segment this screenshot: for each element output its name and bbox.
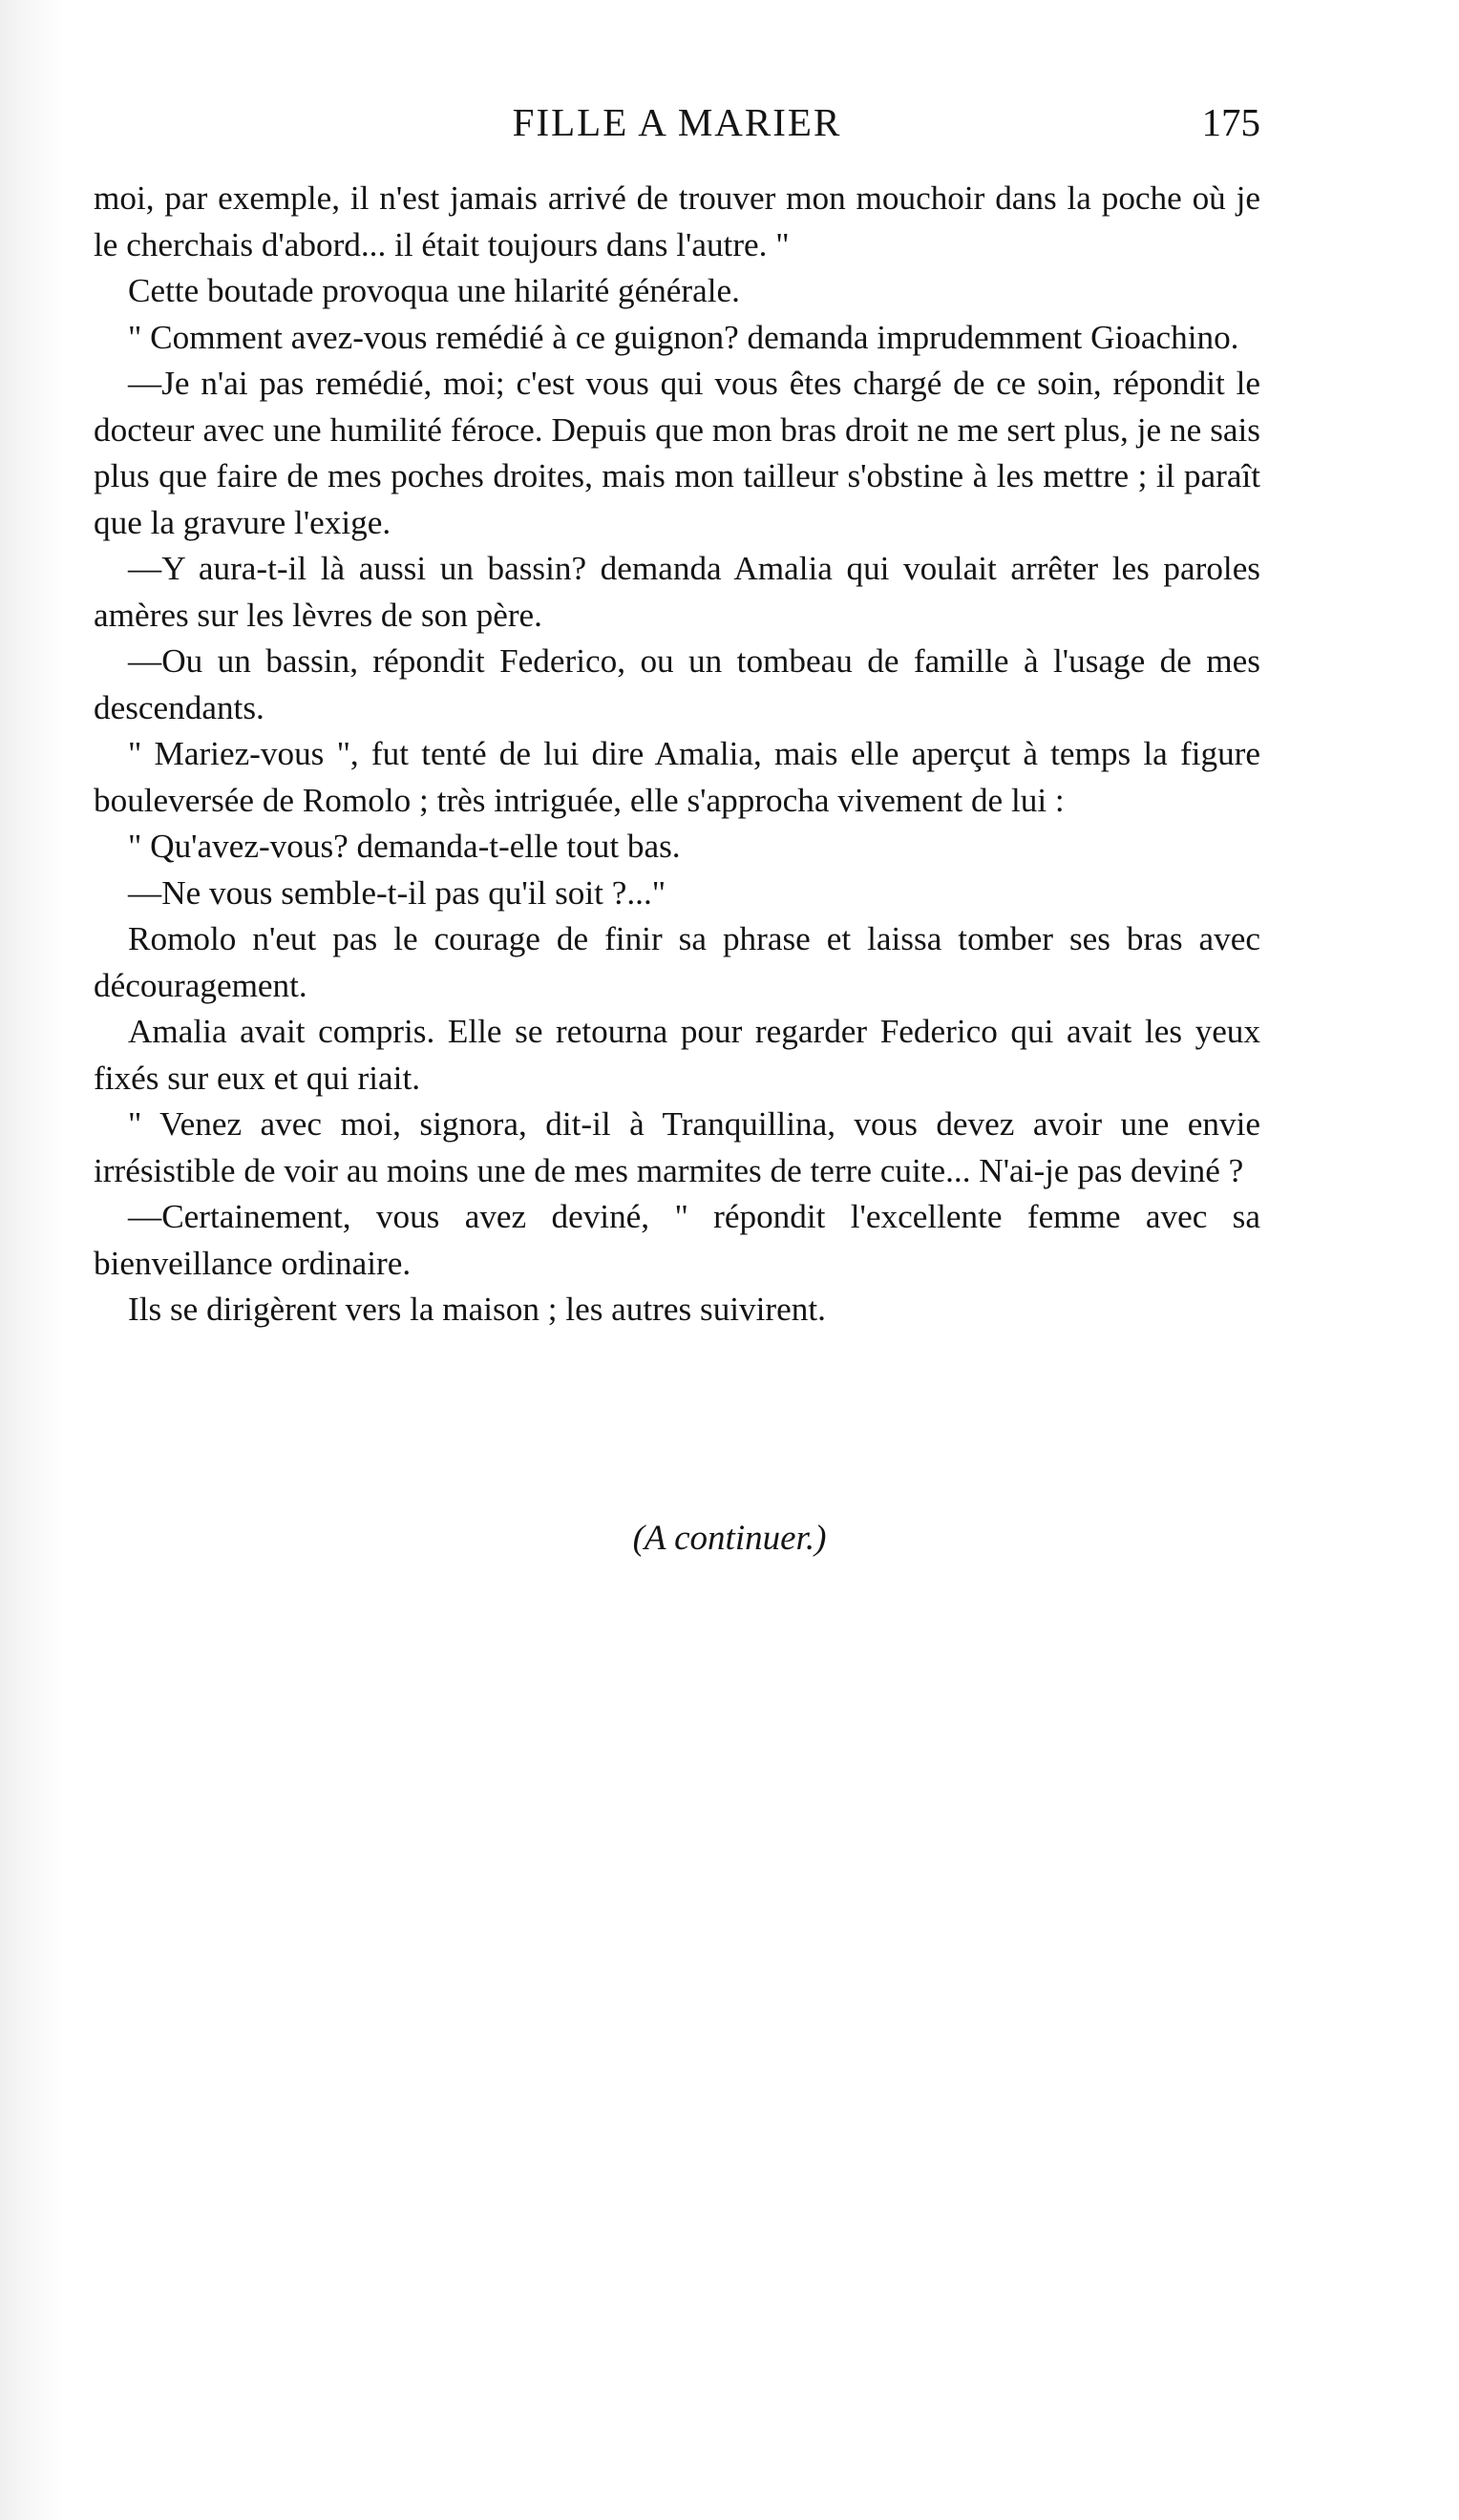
page-number: 175: [1201, 100, 1260, 144]
paragraph-7: " Mariez-vous ", fut tenté de lui dire Amalia, mais elle aperçut à temps la figure bouleversée de Romolo ; très intriguée, elle s'approcha vivement de lui :: [94, 735, 1260, 819]
paragraph-13: —Certainement, vous avez deviné, " répondit l'excellente femme avec sa bienveillance ordinaire.: [94, 1198, 1260, 1282]
paragraph-3: " Comment avez-vous remédié à ce guignon? demanda imprudemment Gioachino.: [128, 318, 1239, 356]
paragraph-8: " Qu'avez-vous? demanda-t-elle tout bas.: [128, 828, 681, 865]
paragraph-9: —Ne vous semble-t-il pas qu'il soit ?...": [128, 873, 666, 912]
paragraph-5: —Y aura-t-il là aussi un bassin? demanda Amalia qui voulait arrêter les paroles amères sur les lèvres de son père.: [94, 550, 1260, 634]
page-edge-shadow: [0, 0, 67, 2520]
paragraph-2: Cette boutade provoqua une hilarité générale.: [128, 272, 740, 309]
continuation-note: (A continuer.): [632, 1519, 827, 1558]
paragraph-4: —Je n'ai pas remédié, moi; c'est vous qui vous êtes chargé de ce soin, répondit le docteur avec une humilité féroce. Depuis que mon bras droit ne me sert plus, je ne sais plus que faire de mes poches droites, mais mon tailleur s'obstine à les mettre ; il paraît que la gravure l'exige.: [94, 365, 1260, 541]
paragraph-6: —Ou un bassin, répondit Federico, ou un tombeau de famille à l'usage de mes descendants.: [94, 642, 1260, 726]
running-title: FILLE A MARIER: [512, 100, 842, 144]
running-head: [94, 99, 1260, 157]
paragraph-12: " Venez avec moi, signora, dit-il à Tranquillina, vous devez avoir une envie irrésistible de voir au moins une de mes marmites de terre cuite... N'ai-je pas deviné ?: [94, 1105, 1260, 1189]
paragraph-1: moi, par exemple, il n'est jamais arrivé de trouver mon mouchoir dans la poche où je le cherchais d'abord... il était toujours dans l'autre. ": [94, 179, 1260, 263]
paragraph-14: Ils se dirigèrent vers la maison ; les autres suivirent.: [128, 1291, 826, 1328]
paragraph-11: Amalia avait compris. Elle se retourna pour regarder Federico qui avait les yeux fixés sur eux et qui riait.: [94, 1013, 1260, 1097]
body-text: [94, 176, 1260, 1334]
paragraph-10: Romolo n'eut pas le courage de finir sa phrase et laissa tomber ses bras avec découragement.: [94, 920, 1260, 1004]
